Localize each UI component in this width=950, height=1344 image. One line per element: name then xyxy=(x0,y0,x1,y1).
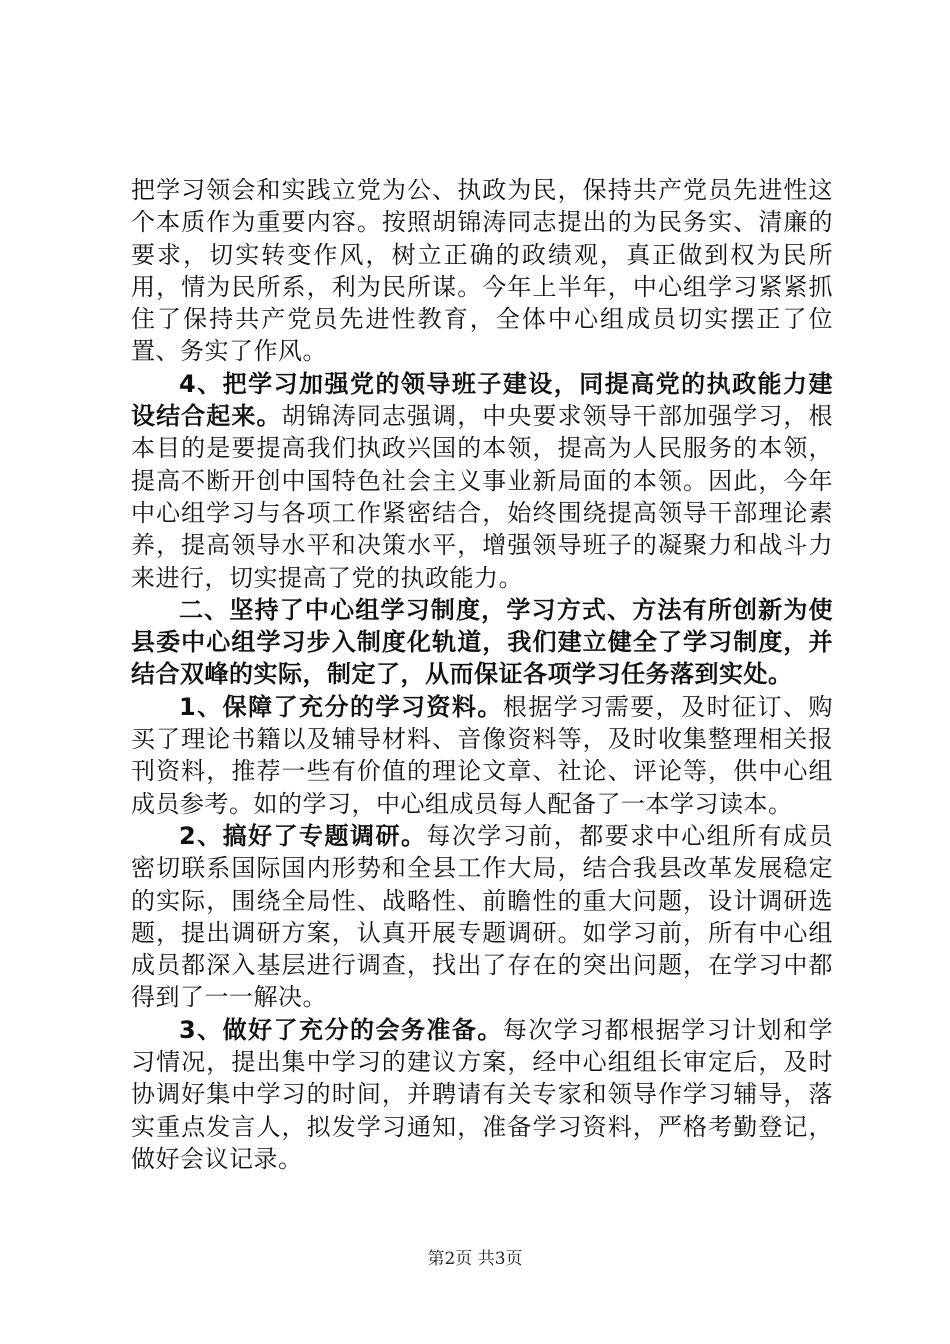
paragraph-5 xyxy=(131,820,833,1014)
paragraph-1 xyxy=(131,174,833,368)
document-body xyxy=(131,174,833,1175)
paragraph-4-lead: 1、保障了充分的学习资料。 xyxy=(179,692,503,721)
paragraph-4 xyxy=(131,691,833,820)
paragraph-5-lead: 2、搞好了专题调研。 xyxy=(179,821,427,850)
paragraph-2-text: 胡锦涛同志强调，中央要求领导干部加强学习，根本目的是要提高我们执政兴国的本领，提高为人民服务的本领，提高不断开创中国特色社会主义事业新局面的本领。因此，今年中心组学习与各项工作紧密结合，始终围绕提高领导干部理论素养，提高领导水平和决策水平，增强领导班子的凝聚力和战斗力来进行，切实提高了党的执政能力。 xyxy=(131,402,834,592)
paragraph-5-text: 每次学习前，都要求中心组所有成员密切联系国际国内形势和全县工作大局，结合我县改革发展稳定的实际，围绕全局性、战略性、前瞻性的重大问题，设计调研选题，提出调研方案，认真开展专题调研。如学习前，所有中心组成员都深入基层进行调查，找出了存在的突出问题，在学习中都得到了一一解决。 xyxy=(131,821,833,1012)
paragraph-3-lead: 二、坚持了中心组学习制度，学习方式、方法有所创新为使县委中心组学习步入制度化轨道，我们建立健全了学习制度，并结合双峰的实际，制定了，从而保证各项学习任务落到实处。 xyxy=(131,595,833,689)
paragraph-6 xyxy=(131,1014,833,1175)
paragraph-2 xyxy=(131,368,833,594)
page-footer xyxy=(0,1244,950,1269)
paragraph-6-text: 每次学习都根据学习计划和学习情况，提出集中学习的建议方案，经中心组组长审定后，及时协调好集中学习的时间，并聘请有关专家和领导作学习辅导，落实重点发言人，拟发学习通知，准备学习资料，严格考勤登记，做好会议记录。 xyxy=(131,1015,834,1173)
paragraph-2-lead: 4、把学习加强党的领导班子建设，同提高党的执政能力建设结合起来。 xyxy=(131,369,833,431)
paragraph-3 xyxy=(131,594,833,691)
page-number: 第2页 共3页 xyxy=(427,1249,523,1269)
paragraph-1-text: 把学习领会和实践立党为公、执政为民，保持共产党员先进性这个本质作为重要内容。按照胡锦涛同志提出的为民务实、清廉的要求，切实转变作风，树立正确的政绩观，真正做到权为民所用，情为民所系，利为民所谋。今年上半年，中心组学习紧紧抓住了保持共产党员先进性教育，全体中心组成员切实摆正了位置、务实了作风。 xyxy=(131,176,833,366)
paragraph-6-lead: 3、做好了充分的会务准备。 xyxy=(179,1015,503,1044)
paragraph-4-text: 根据学习需要，及时征订、购买了理论书籍以及辅导材料、音像资料等，及时收集整理相关报刊资料，推荐一些有价值的理论文章、社论、评论等，供中心组成员参考。如的学习，中心组成员每人配备了一本学习读本。 xyxy=(131,692,834,818)
